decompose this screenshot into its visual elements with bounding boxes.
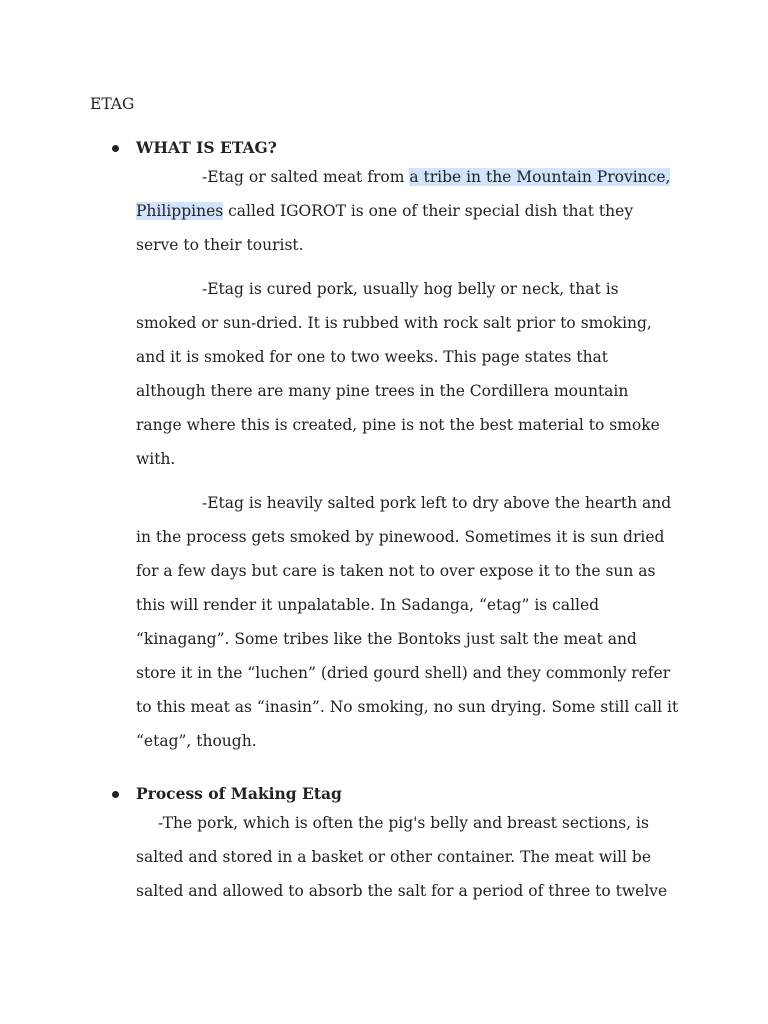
text-run: -Etag or salted meat from: [202, 168, 410, 186]
section-heading: [90, 782, 690, 806]
section-what-is-etag: [90, 136, 690, 758]
paragraph-line: salted and allowed to absorb the salt for a period of three to twelve: [136, 882, 668, 900]
paragraph: [90, 160, 690, 262]
document-title: ETAG: [90, 95, 135, 113]
paragraph-line: for a few days but care is taken not to over expose it to the sun as: [136, 562, 656, 580]
paragraph-line: in the process gets smoked by pinewood. Sometimes it is sun dried: [136, 528, 665, 546]
paragraph-line: “etag”, though.: [136, 732, 257, 750]
paragraph-line: -Etag is cured pork, usually hog belly or neck, that is: [202, 280, 619, 298]
paragraph-line: [136, 194, 690, 228]
paragraph-line: serve to their tourist.: [136, 236, 304, 254]
paragraph-line: -The pork, which is often the pig's belly and breast sections, is: [158, 814, 649, 832]
paragraph-line: smoked or sun-dried. It is rubbed with rock salt prior to smoking,: [136, 314, 652, 332]
paragraph-line: store it in the “luchen” (dried gourd shell) and they commonly refer: [136, 664, 671, 682]
highlighted-text: a tribe in the Mountain Province,: [409, 168, 671, 186]
bullet-icon: [112, 791, 119, 798]
section-heading-text: Process of Making Etag: [136, 784, 342, 803]
paragraph-line: and it is smoked for one to two weeks. This page states that: [136, 348, 609, 366]
bullet-icon: [112, 145, 119, 152]
paragraph-line: this will render it unpalatable. In Sadanga, “etag” is called: [136, 596, 600, 614]
paragraph-line: [136, 160, 690, 194]
paragraph: [90, 272, 690, 476]
paragraph-line: to this meat as “inasin”. No smoking, no sun drying. Some still call it: [136, 698, 679, 716]
paragraph-line: “kinagang”. Some tribes like the Bontoks just salt the meat and: [136, 630, 637, 648]
paragraph: [90, 806, 690, 908]
paragraph-line: range where this is created, pine is not the best material to smoke: [136, 416, 660, 434]
paragraph-line: -Etag is heavily salted pork left to dry above the hearth and: [202, 494, 672, 512]
section-heading: [90, 136, 690, 160]
paragraph-line: salted and stored in a basket or other container. The meat will be: [136, 848, 652, 866]
section-process-of-making-etag: [90, 782, 690, 908]
highlighted-text: Philippines: [136, 202, 224, 220]
paragraph: [90, 486, 690, 758]
section-heading-text: WHAT IS ETAG?: [136, 138, 277, 157]
paragraph-line: with.: [136, 450, 176, 468]
text-run: called IGOROT is one of their special dish that they: [223, 202, 634, 220]
paragraph-line: although there are many pine trees in the Cordillera mountain: [136, 382, 629, 400]
